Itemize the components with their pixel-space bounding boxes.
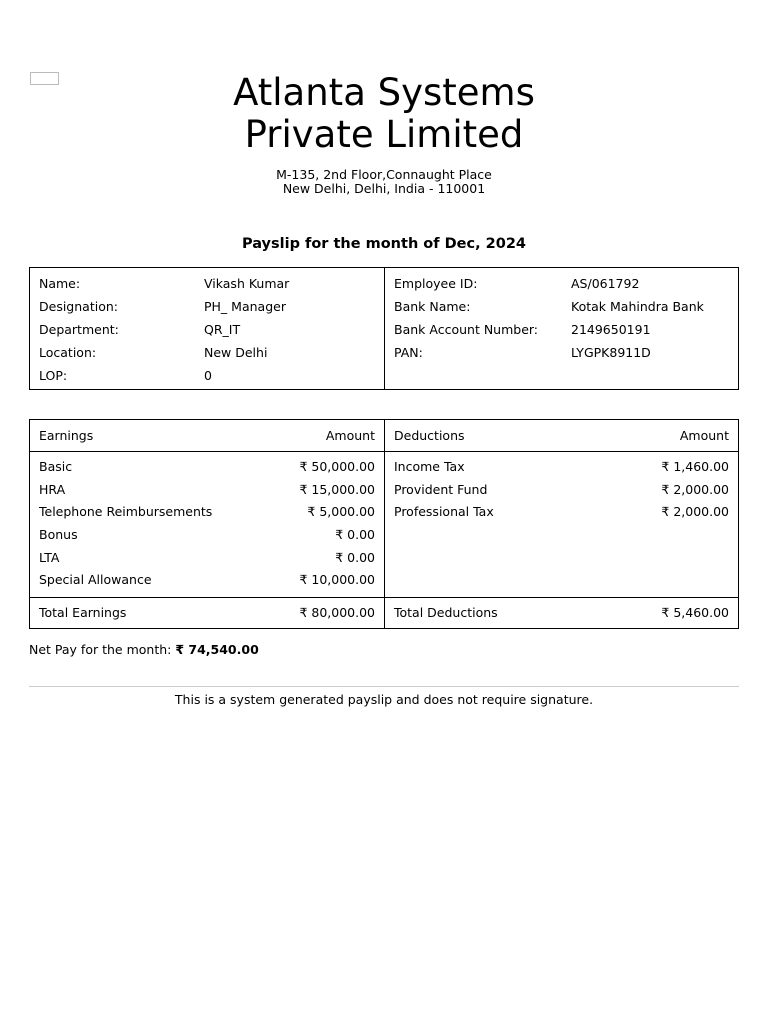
deductions-item-label: Provident Fund [394,481,488,497]
deductions-item-amount: ₹ 1,460.00 [661,459,729,474]
info-row-pan [385,345,738,368]
payslip-title: Payslip for the month of Dec, 2024 [241,236,527,252]
earnings-body [30,452,384,598]
deductions-item-label: Professional Tax [394,504,494,520]
info-label: Department: [39,322,119,337]
earnings-row [30,527,384,550]
earnings-header-label: Earnings [39,428,94,443]
footer-note: This is a system generated payslip and does not require signature. [174,692,594,707]
earnings-row [30,550,384,573]
earnings-item-label: Bonus [39,527,78,543]
info-label: Bank Name: [394,299,471,314]
deductions-header [385,420,738,452]
earnings-item-amount: ₹ 15,000.00 [299,481,375,497]
info-value: QR_IT [204,322,241,337]
earnings-row [30,482,384,505]
company-name-line2: Private Limited [244,113,524,156]
deductions-body [385,452,738,598]
info-row-employee-id [385,276,738,299]
earnings-header-amount: Amount [325,428,375,443]
deductions-item-label: Income Tax [394,459,465,474]
info-label: Name: [39,276,81,291]
info-row-name [30,276,384,299]
footer-divider [29,686,739,687]
net-pay-value: ₹ 74,540.00 [175,642,259,657]
earnings-column [30,420,385,628]
deductions-column [385,420,738,628]
total-deductions-amount: ₹ 5,460.00 [661,605,729,620]
info-row-location [30,345,384,368]
earnings-item-amount: ₹ 5,000.00 [307,504,375,520]
company-address [0,168,768,196]
deductions-total-row [385,598,738,628]
earnings-total-row [30,598,384,628]
info-label: LOP: [39,368,68,383]
info-row-bank-account [385,322,738,345]
employee-info-table [29,267,739,390]
info-value: New Delhi [204,345,268,360]
total-earnings-amount: ₹ 80,000.00 [299,605,375,620]
deductions-row [385,504,738,527]
info-value: PH_ Manager [204,299,286,314]
deductions-row [385,459,738,482]
deductions-header-label: Deductions [394,428,465,443]
address-line2: New Delhi, Delhi, India - 110001 [282,181,486,196]
address-line1: M-135, 2nd Floor,Connaught Place [276,167,492,182]
info-label: Designation: [39,299,118,314]
deductions-header-amount: Amount [679,428,729,443]
net-pay [29,642,259,657]
earnings-header [30,420,384,452]
info-label: Bank Account Number: [394,322,539,337]
earnings-item-amount: ₹ 50,000.00 [299,459,375,474]
deductions-item-amount: ₹ 2,000.00 [661,504,729,520]
earnings-row [30,504,384,527]
earnings-item-label: Telephone Reimbursements [39,504,213,520]
info-row-bank-name [385,299,738,322]
earnings-item-label: LTA [39,549,60,565]
info-value: Kotak Mahindra Bank [571,299,704,314]
info-value: LYGPK8911D [571,345,651,360]
earnings-item-amount: ₹ 0.00 [335,527,375,543]
company-name-line1: Atlanta Systems [233,71,535,114]
earnings-deductions-table [29,419,739,629]
employee-info-left [30,268,385,389]
earnings-item-label: HRA [39,481,66,497]
net-pay-label: Net Pay for the month: [29,642,172,657]
earnings-row [30,572,384,595]
info-row-lop [30,368,384,391]
earnings-item-label: Special Allowance [39,572,152,588]
info-row-department [30,322,384,345]
earnings-row [30,459,384,482]
earnings-item-amount: ₹ 10,000.00 [299,572,375,588]
deductions-row [385,482,738,505]
info-value: 0 [204,368,212,383]
deductions-item-amount: ₹ 2,000.00 [661,481,729,497]
earnings-item-amount: ₹ 0.00 [335,549,375,565]
info-value: Vikash Kumar [204,276,290,291]
info-label: Employee ID: [394,276,478,291]
total-earnings-label: Total Earnings [39,605,127,620]
total-deductions-label: Total Deductions [394,605,498,620]
info-value: 2149650191 [571,322,651,337]
info-label: PAN: [394,345,423,360]
info-row-designation [30,299,384,322]
info-label: Location: [39,345,97,360]
employee-info-right [385,268,738,389]
info-value: AS/061792 [571,276,640,291]
earnings-item-label: Basic [39,459,73,474]
company-name [0,72,768,156]
